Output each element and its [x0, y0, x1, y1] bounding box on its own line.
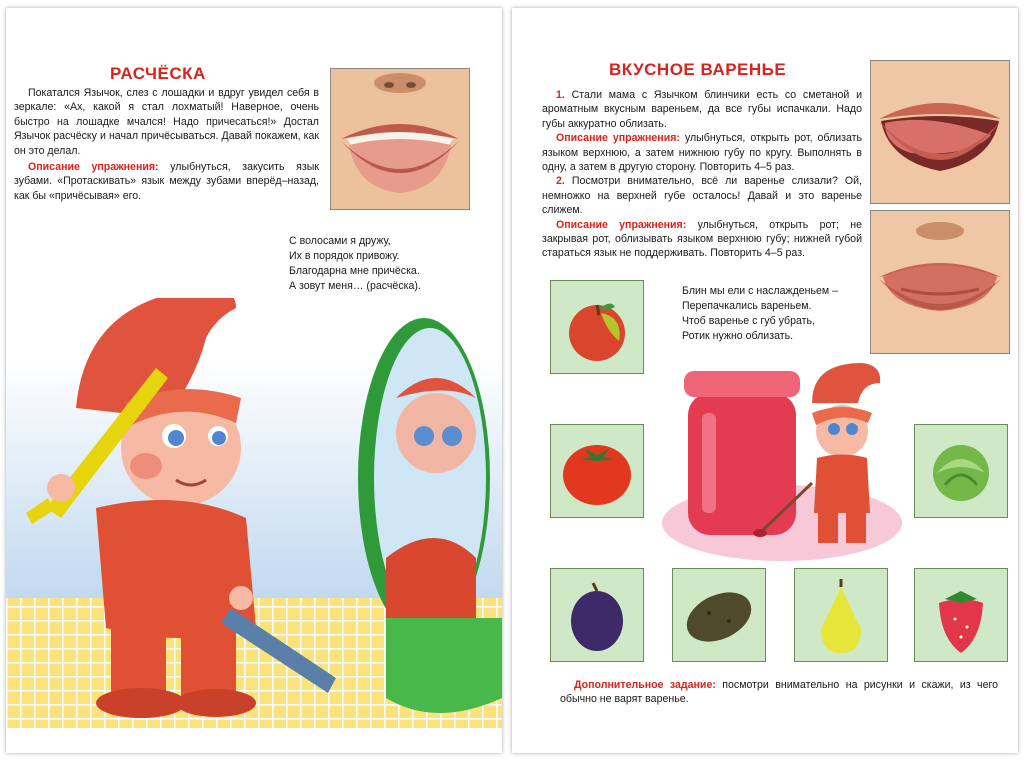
pear-tile [794, 568, 888, 662]
right-title: ВКУСНОЕ ВАРЕНЬЕ [609, 60, 787, 79]
plum-tile [550, 568, 644, 662]
mouth-photo-licking-lower-lip [870, 60, 1010, 204]
left-poem-line: С волосами я дружу, [289, 235, 391, 247]
right-poem-line: Блин мы ели с наслажденьем – [682, 285, 839, 297]
exercise-2-text: улыбнуться, открыть рот; не закрывая рот, облизывать языком верхнюю губу; нижней губой стараться язык не поддерживать. Повторить 4–5 раз. [542, 218, 862, 260]
left-poem [289, 234, 421, 294]
additional-task-label: Дополнительное задание: [574, 679, 716, 691]
right-paragraph-2 [542, 174, 862, 217]
right-poem-line: Перепачкались вареньем. [682, 300, 812, 312]
left-poem-line: Их в порядок привожу. [289, 250, 400, 262]
paragraph-2-number: 2. [556, 175, 565, 188]
additional-task [560, 678, 998, 707]
right-exercise-2 [542, 218, 862, 261]
right-page [512, 8, 1018, 753]
left-exercise-text: улыбнуться, закусить язык зубами. «Протаскивать» язык между зубами вперёд–назад, как бы «причёсывая» его. [14, 161, 320, 202]
right-poem-line: Ротик нужно облизать. [682, 330, 794, 342]
cabbage-tile [914, 424, 1008, 518]
right-paragraph-1 [542, 88, 862, 131]
right-poem [682, 284, 838, 344]
jam-jar-gnome-illustration [662, 353, 908, 563]
exercise-1-text: улыбнуться, открыть рот, облизать языком верхнюю, а затем нижнюю губу по кругу. Выполнять в одну, а затем в другую сторону. Повторить 4–5 раз. [542, 132, 862, 174]
strawberry-tile [914, 568, 1008, 662]
left-title: РАСЧЁСКА [110, 64, 206, 83]
left-poem-line: А зовут меня… (расчёска). [289, 280, 421, 292]
left-story-paragraph: Покатался Язычок, слез с лошадки и вдруг увидел себя в зеркале: «Ах, какой я стал лохматый! Наверное, очень быстро на лошадке мчался! Надо причесаться!» Достал Язычок расчёску и начал причёсываться. Давай покажем, как он это делал. [14, 87, 319, 157]
exercise-1-label: Описание упражнения: [556, 132, 680, 145]
left-page [6, 8, 502, 753]
paragraph-1-text: Стали мама с Язычком блинчики есть со сметаной и ароматным вкусным вареньем, да все губы испачкали. Надо губы аккуратно облизать. [542, 89, 862, 130]
left-exercise-label: Описание упражнения: [28, 161, 159, 173]
tomato-tile [550, 424, 644, 518]
right-exercise-1 [542, 131, 862, 174]
paragraph-1-number: 1. [556, 89, 565, 101]
exercise-2-label: Описание упражнения: [556, 218, 687, 231]
potato-tile [672, 568, 766, 662]
apple-tile [550, 280, 644, 374]
right-text-block [542, 88, 862, 261]
right-poem-line: Чтоб варенье с губ убрать, [682, 315, 815, 327]
mouth-photo-tongue-between-teeth [330, 68, 470, 210]
gnome-mirror-illustration [6, 298, 502, 753]
paragraph-2-text: Посмотри внимательно, всё ли варенье слизали? Ой, немножко на верхней губе осталось! Давай и это варенье слижем. [542, 175, 862, 217]
mouth-photo-licking-upper-lip [870, 210, 1010, 354]
left-poem-line: Благодарна мне причёска. [289, 265, 420, 277]
left-exercise-paragraph [14, 160, 319, 203]
additional-task-text: посмотри внимательно на рисунки и скажи, из чего обычно не варят варенье. [560, 679, 998, 706]
